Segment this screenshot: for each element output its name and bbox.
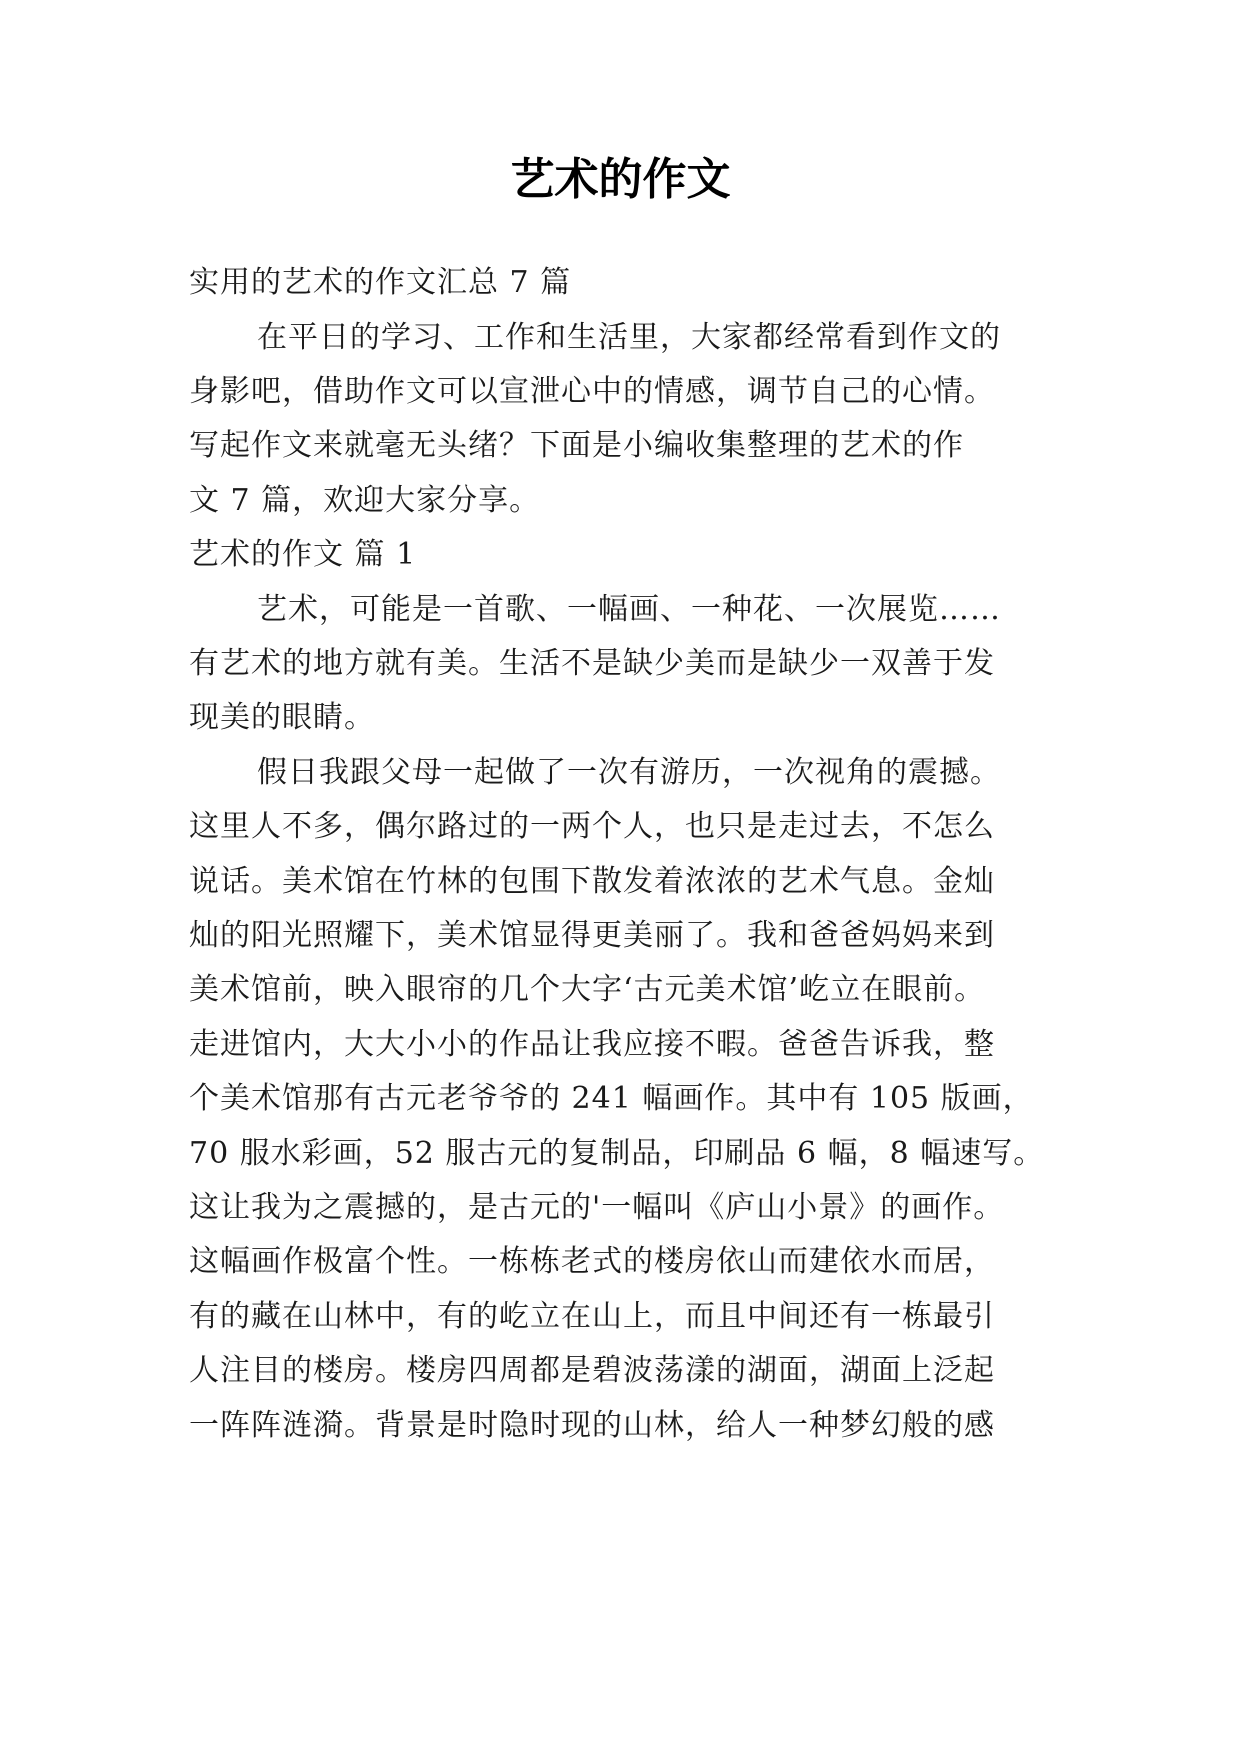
paragraph2-line: 假日我跟父母一起做了一次有游历，一次视角的震撼。 — [257, 755, 1001, 790]
intro-line: 文 7 篇，欢迎大家分享。 — [189, 483, 541, 518]
document-subtitle: 实用的艺术的作文汇总 7 篇 — [189, 265, 572, 300]
paragraph2-line: 70 服水彩画，52 服古元的复制品，印刷品 6 幅，8 幅速写。 — [189, 1136, 1045, 1171]
paragraph2-line: 这里人不多，偶尔路过的一两个人，也只是走过去，不怎么 — [189, 809, 995, 844]
section-heading: 艺术的作文 篇 1 — [189, 537, 417, 572]
paragraph2-line: 一阵阵涟漪。背景是时隐时现的山林，给人一种梦幻般的感 — [189, 1408, 995, 1443]
document-title: 艺术的作文 — [510, 154, 731, 205]
paragraph2-line: 这幅画作极富个性。一栋栋老式的楼房依山而建依水而居， — [189, 1244, 995, 1279]
paragraph2-line: 人注目的楼房。楼房四周都是碧波荡漾的湖面，湖面上泛起 — [189, 1353, 995, 1388]
paragraph2-line: 个美术馆那有古元老爷爷的 241 幅画作。其中有 105 版画， — [189, 1081, 1034, 1116]
paragraph1-line: 现美的眼睛。 — [189, 700, 375, 735]
paragraph2-line: 这让我为之震撼的，是古元的'一幅叫《庐山小景》的画作。 — [189, 1190, 1005, 1225]
paragraph1-line: 有艺术的地方就有美。生活不是缺少美而是缺少一双善于发 — [189, 646, 995, 681]
intro-line: 在平日的学习、工作和生活里，大家都经常看到作文的 — [257, 320, 1001, 355]
paragraph2-line: 有的藏在山林中，有的屹立在山上，而且中间还有一栋最引 — [189, 1299, 995, 1334]
paragraph2-line: 说话。美术馆在竹林的包围下散发着浓浓的艺术气息。金灿 — [189, 864, 995, 899]
paragraph2-line: 走进馆内，大大小小的作品让我应接不暇。爸爸告诉我，整 — [189, 1027, 995, 1062]
paragraph2-line: 美术馆前，映入眼帘的几个大字‘古元美术馆’屹立在眼前。 — [189, 972, 986, 1007]
paragraph1-line: 艺术，可能是一首歌、一幅画、一种花、一次展览…… — [257, 592, 1001, 627]
paragraph2-line: 灿的阳光照耀下，美术馆显得更美丽了。我和爸爸妈妈来到 — [189, 918, 995, 953]
intro-line: 身影吧，借助作文可以宣泄心中的情感，调节自己的心情。 — [189, 374, 995, 409]
intro-line: 写起作文来就毫无头绪？下面是小编收集整理的艺术的作 — [189, 428, 964, 463]
